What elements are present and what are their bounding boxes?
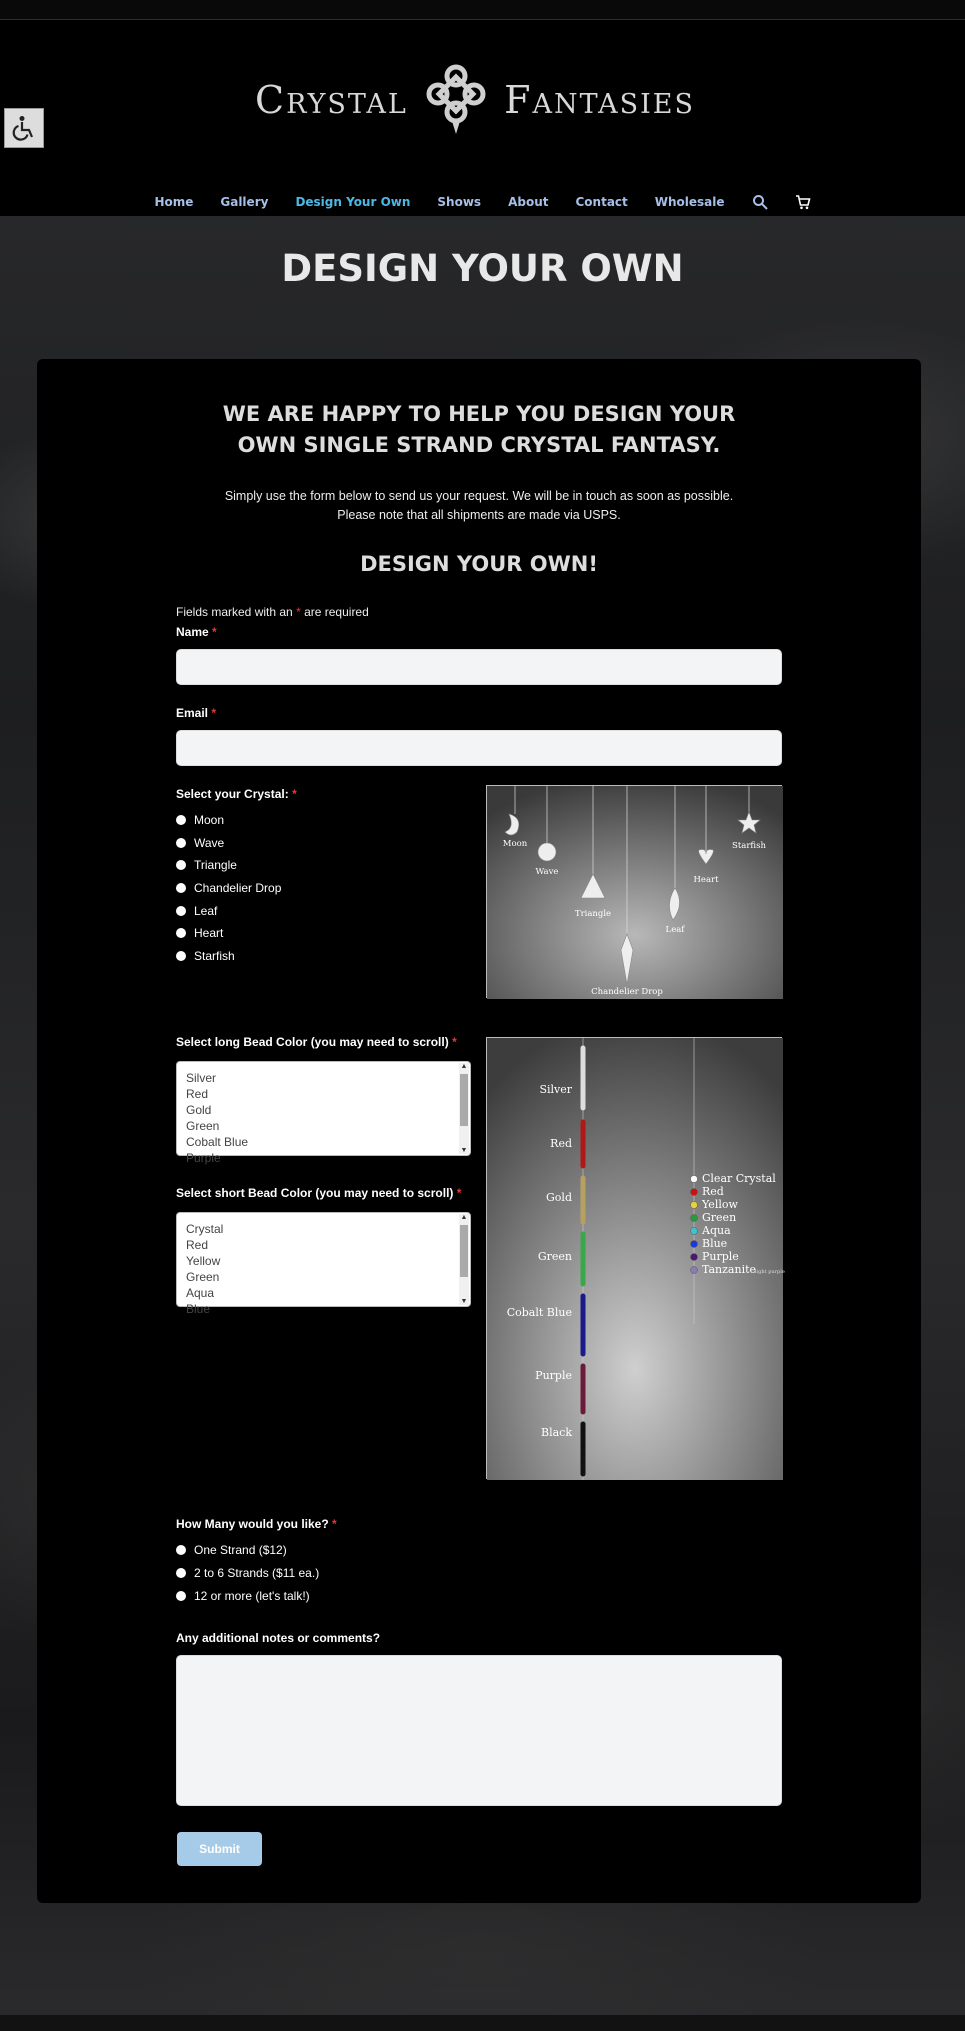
crystal-option-triangle[interactable] (176, 858, 237, 872)
listbox-option[interactable]: Red (186, 1087, 209, 1101)
footer-strip (0, 2015, 965, 2031)
bead-colors-image (486, 1037, 785, 1479)
intro-text-line1: Simply use the form below to send us your request. We will be in touch as soon as possible. (224, 489, 734, 503)
search-icon[interactable] (752, 194, 768, 210)
listbox-option[interactable]: Cobalt Blue (186, 1135, 249, 1149)
logo-word-right: Fantasies (504, 78, 695, 122)
bead-colors-illustration (487, 1038, 783, 1480)
form-title: DESIGN YOUR OWN! (360, 552, 598, 576)
crystal-option-heart[interactable] (176, 926, 223, 940)
bead-image-short-label-tanzanite: Tanzanite (702, 1263, 757, 1276)
long-bead-label (176, 1035, 457, 1049)
bead-image-short-label-clear-crystal: Clear Crystal (702, 1172, 776, 1185)
crystal-option-starfish[interactable] (176, 949, 235, 963)
bead-image-long-label-cobalt-blue: Cobalt Blue (506, 1306, 572, 1319)
nav-about[interactable]: About (508, 195, 549, 209)
crystal-option-wave[interactable] (176, 836, 224, 850)
bead-image-short-label-red: Red (702, 1185, 724, 1198)
listbox-option[interactable]: Purple (186, 1151, 221, 1165)
nav-wholesale[interactable]: Wholesale (654, 195, 725, 209)
scroll-down-icon[interactable]: ▼ (460, 1147, 468, 1154)
page-title: DESIGN YOUR OWN (281, 247, 684, 290)
crystal-image-label-chandelier-drop: Chandelier Drop (591, 987, 663, 997)
required-note-before: Fields marked with an (176, 605, 293, 619)
site-logo[interactable] (255, 60, 695, 140)
radio-label: 12 or more (let's talk!) (194, 1589, 310, 1603)
celtic-knot-icon (424, 64, 488, 136)
nav-contact[interactable]: Contact (575, 195, 628, 209)
email-input[interactable] (176, 730, 782, 766)
listbox-option[interactable]: Aqua (186, 1286, 215, 1300)
required-mark: * (211, 706, 217, 720)
listbox-scrollbar[interactable] (459, 1063, 469, 1154)
intro-heading (37, 399, 921, 461)
nav-gallery[interactable]: Gallery (220, 195, 269, 209)
nav-home[interactable]: Home (154, 195, 194, 209)
scroll-down-icon[interactable]: ▼ (460, 1298, 468, 1305)
crystal-image-label-triangle: Triangle (574, 909, 612, 919)
radio-button[interactable] (176, 1568, 186, 1578)
email-label (176, 706, 216, 720)
crystal-image-label-leaf: Leaf (665, 925, 685, 935)
crystal-option-moon[interactable] (176, 813, 224, 827)
bead-image-long-label-gold: Gold (546, 1191, 572, 1204)
bead-image-long-label-red: Red (550, 1137, 572, 1150)
crystal-label (176, 787, 297, 801)
quantity-label (176, 1517, 337, 1531)
radio-button[interactable] (176, 815, 186, 825)
radio-button[interactable] (176, 951, 186, 961)
intro-text (37, 487, 921, 525)
wheelchair-icon (11, 115, 37, 141)
radio-button[interactable] (176, 883, 186, 893)
cart-icon[interactable] (795, 194, 811, 210)
bead-image-short-label-yellow: Yellow (702, 1198, 738, 1211)
long-bead-select[interactable] (176, 1061, 471, 1165)
radio-label: One Strand ($12) (194, 1543, 287, 1557)
submit-button[interactable]: Submit (177, 1832, 262, 1866)
long-bead-label-text: Select long Bead Color (you may need to scroll) (176, 1035, 449, 1049)
radio-label: 2 to 6 Strands ($11 ea.) (194, 1566, 320, 1580)
radio-label: Leaf (194, 904, 218, 918)
listbox-option[interactable]: Gold (186, 1103, 212, 1117)
bead-image-short-label-blue: Blue (702, 1237, 728, 1250)
required-mark: * (292, 787, 297, 801)
listbox-option[interactable]: Green (186, 1119, 220, 1133)
nav-shows[interactable]: Shows (437, 195, 482, 209)
scroll-up-icon[interactable]: ▲ (460, 1214, 468, 1221)
required-note (176, 605, 369, 619)
radio-button[interactable] (176, 928, 186, 938)
required-mark: * (296, 605, 301, 619)
required-mark: * (452, 1035, 457, 1049)
radio-button[interactable] (176, 1545, 186, 1555)
listbox-option[interactable]: Crystal (186, 1222, 224, 1236)
bead-image-short-note: light purple (755, 1269, 785, 1275)
listbox-scrollbar[interactable] (459, 1214, 469, 1305)
crystal-label-text: Select your Crystal: (176, 787, 289, 801)
nav-design-your-own[interactable]: Design Your Own (295, 195, 411, 209)
scroll-thumb[interactable] (460, 1225, 468, 1277)
quantity-label-text: How Many would you like? (176, 1517, 329, 1531)
bead-image-long-label-green: Green (537, 1250, 572, 1263)
name-label (176, 625, 217, 639)
radio-button[interactable] (176, 1591, 186, 1601)
required-note-after: are required (304, 605, 369, 619)
listbox-option[interactable]: Yellow (186, 1254, 221, 1268)
bead-image-short-label-aqua: Aqua (702, 1224, 731, 1237)
crystal-shapes-image (486, 785, 782, 998)
crystal-option-leaf[interactable] (176, 904, 217, 918)
main-nav (0, 192, 965, 212)
name-input[interactable] (176, 649, 782, 685)
notes-textarea[interactable] (176, 1655, 782, 1806)
intro-heading-line1: WE ARE HAPPY TO HELP YOU DESIGN YOUR (222, 402, 736, 426)
radio-label: Wave (194, 836, 225, 850)
top-strip (0, 0, 965, 20)
bead-image-long-label-black: Black (541, 1426, 572, 1439)
intro-text-line2: Please note that all shipments are made via USPS. (337, 508, 621, 522)
radio-label: Chandelier Drop (194, 881, 282, 895)
scroll-thumb[interactable] (460, 1074, 468, 1126)
crystal-image-label-moon: Moon (502, 839, 528, 849)
bead-image-short-label-green: Green (702, 1211, 737, 1224)
crystal-image-label-wave: Wave (535, 867, 559, 877)
radio-label: Moon (194, 813, 225, 827)
required-mark: * (212, 625, 217, 639)
radio-label: Starfish (194, 949, 235, 963)
name-label-text: Name (176, 625, 209, 639)
listbox-option[interactable]: Red (186, 1238, 209, 1252)
content-panel (37, 359, 921, 1903)
bead-image-short-label-purple: Purple (702, 1250, 739, 1263)
required-mark: * (332, 1517, 337, 1531)
short-bead-select[interactable] (176, 1212, 471, 1316)
quantity-option-twelve-plus[interactable] (176, 1589, 310, 1603)
required-mark: * (456, 1186, 462, 1200)
listbox-option[interactable]: Silver (186, 1071, 217, 1085)
notes-label: Any additional notes or comments? (176, 1631, 381, 1645)
short-bead-label-text: Select short Bead Color (you may need to scroll) (176, 1186, 454, 1200)
quantity-option-one[interactable] (176, 1543, 287, 1557)
email-label-text: Email (176, 706, 209, 720)
radio-label: Heart (194, 926, 224, 940)
quantity-option-two-to-six[interactable] (176, 1566, 319, 1580)
bead-image-long-label-purple: Purple (535, 1369, 572, 1382)
radio-button[interactable] (176, 838, 186, 848)
intro-heading-line2: OWN SINGLE STRAND CRYSTAL FANTASY. (237, 433, 721, 457)
radio-button[interactable] (176, 860, 186, 870)
radio-button[interactable] (176, 906, 186, 916)
crystal-shapes-illustration (487, 786, 783, 999)
bead-image-long-label-silver: Silver (539, 1083, 572, 1096)
logo-word-left: Crystal (255, 78, 408, 122)
radio-label: Triangle (194, 858, 237, 872)
listbox-option[interactable]: Blue (186, 1302, 211, 1316)
short-bead-label (176, 1186, 461, 1200)
crystal-option-chandelier-drop[interactable] (176, 881, 281, 895)
crystal-image-label-heart: Heart (693, 875, 719, 885)
site-header (0, 20, 965, 216)
crystal-image-label-starfish: Starfish (732, 841, 766, 851)
accessibility-button[interactable] (4, 108, 44, 148)
scroll-up-icon[interactable]: ▲ (460, 1063, 468, 1070)
listbox-option[interactable]: Green (186, 1270, 220, 1284)
